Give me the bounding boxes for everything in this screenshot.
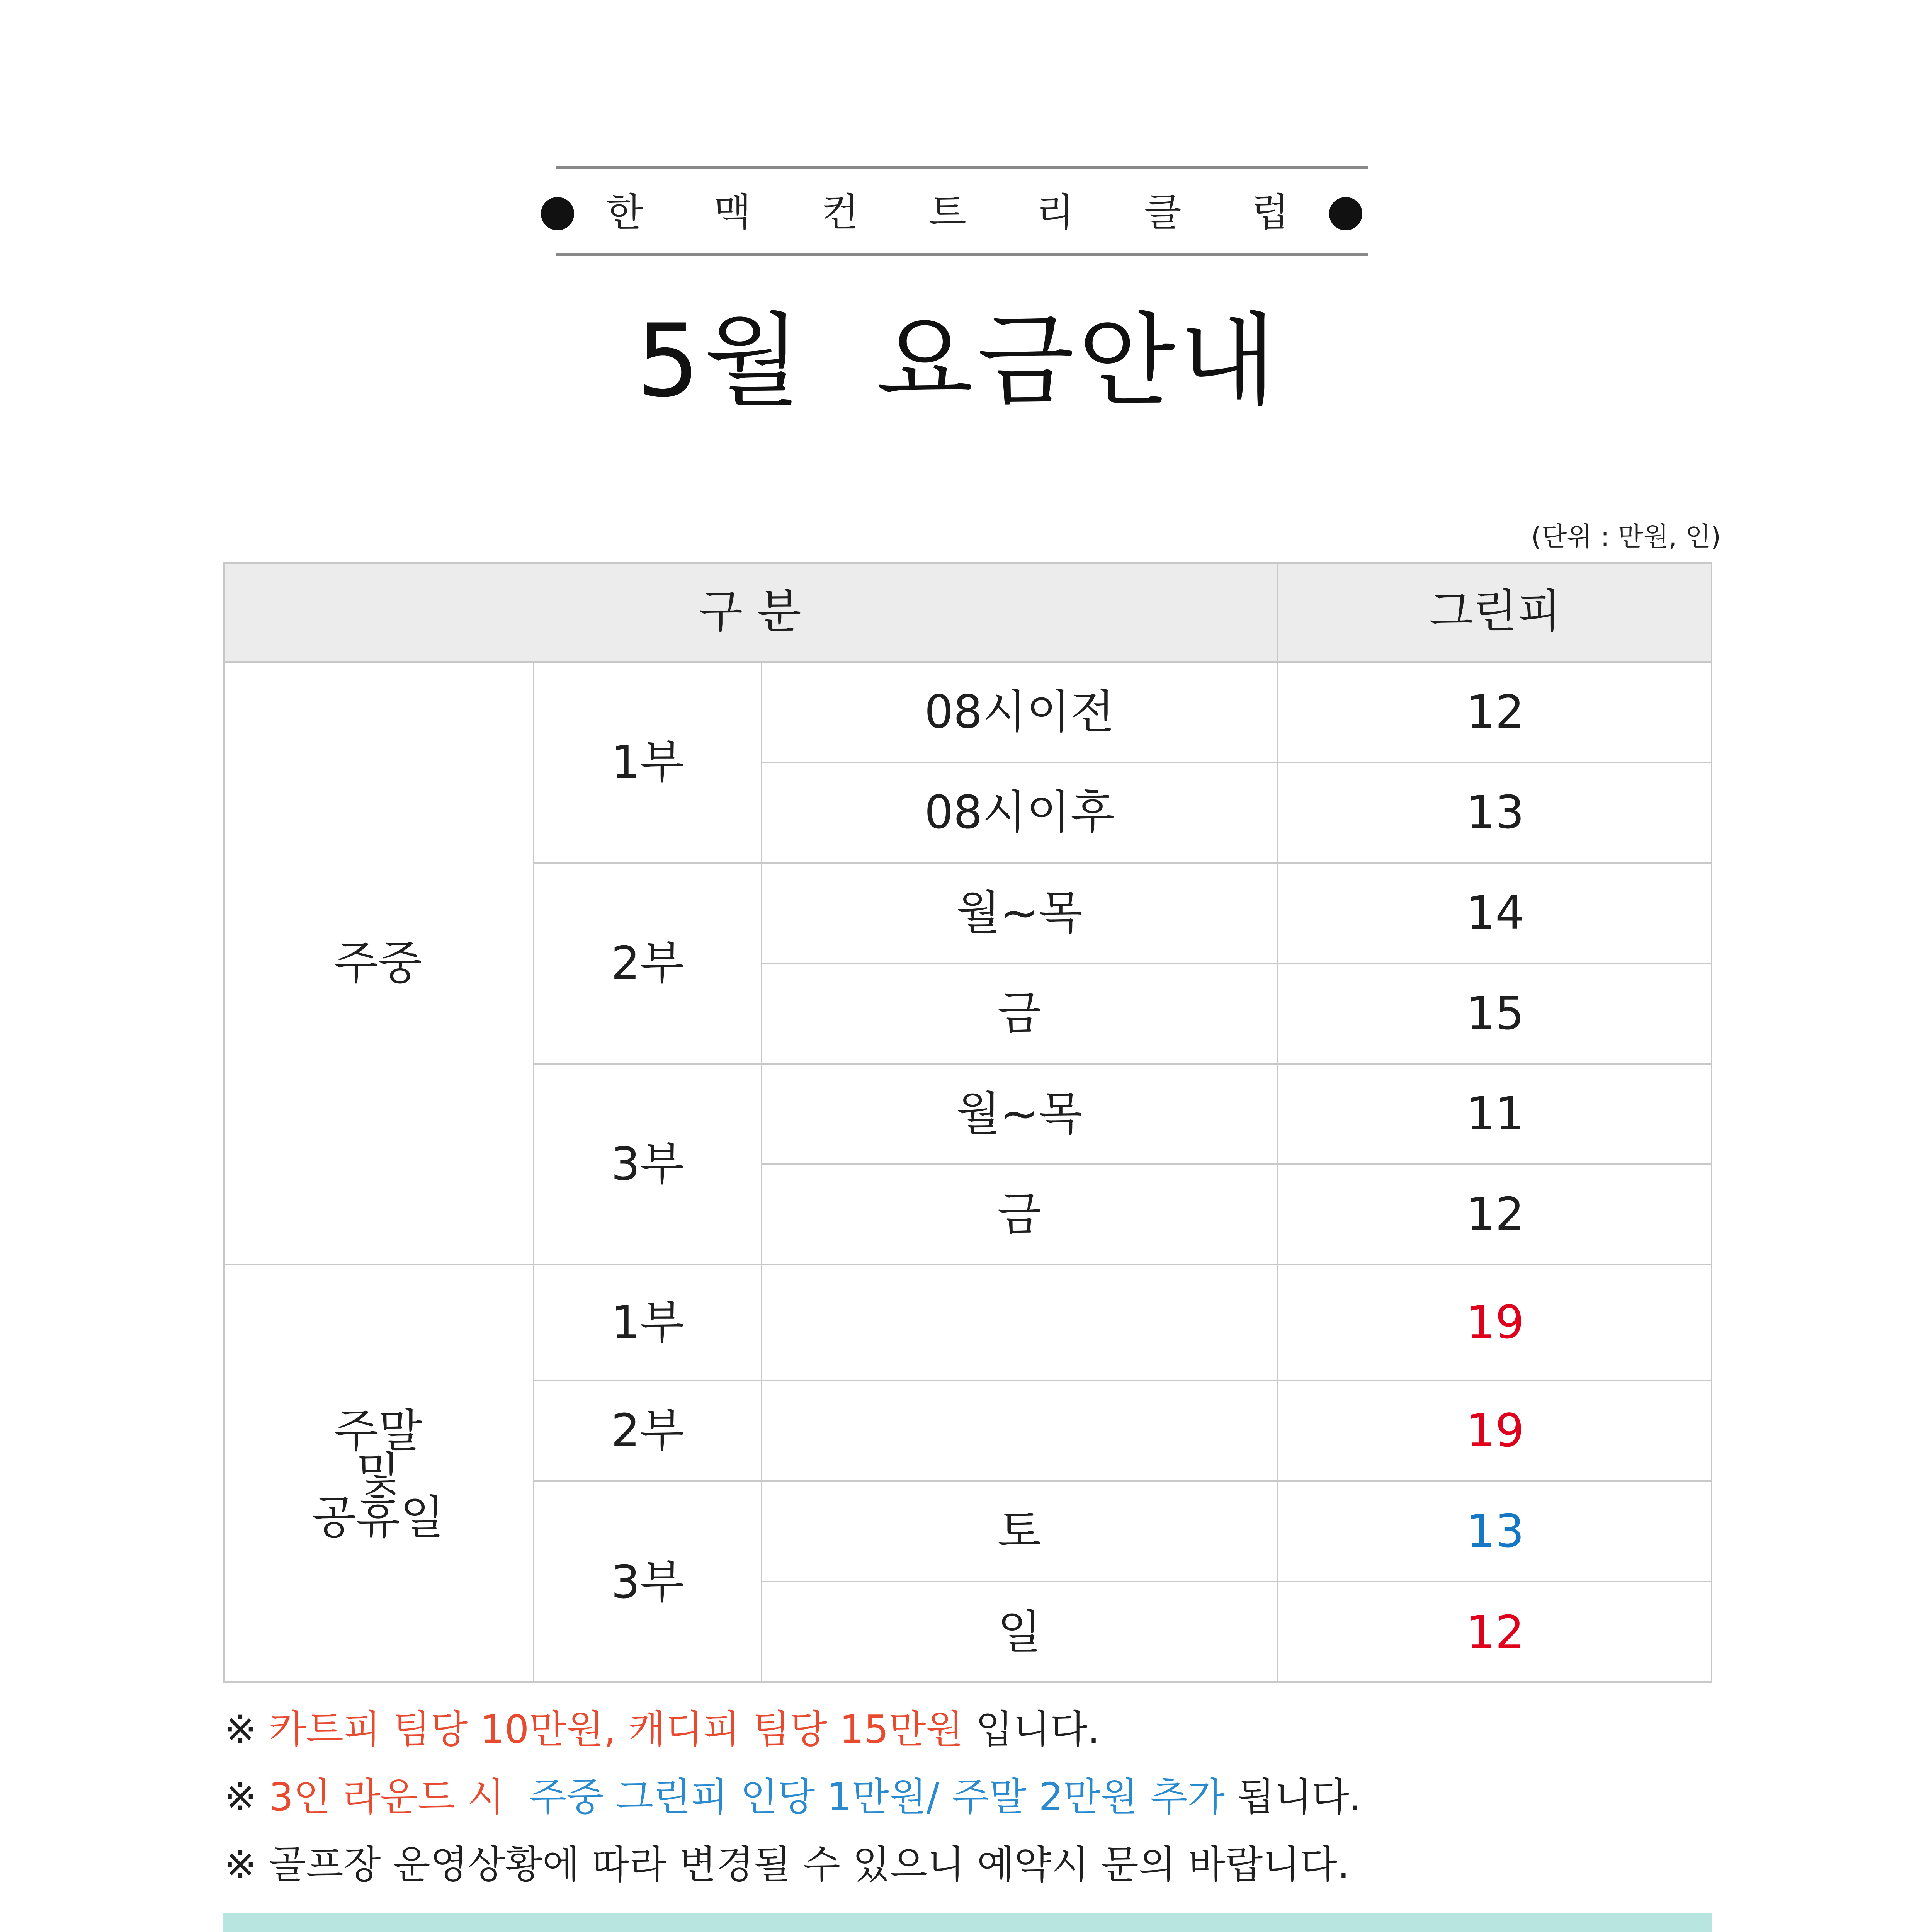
condition-cell: 금 xyxy=(762,964,1278,1065)
condition-cell: 일 xyxy=(762,1582,1278,1683)
fee-cell: 13 xyxy=(1278,763,1712,864)
condition-cell: 08시이후 xyxy=(762,763,1278,864)
session-label: 2부 xyxy=(534,1381,762,1482)
condition-cell xyxy=(762,1265,1278,1381)
fee-cell: 12 xyxy=(1278,1165,1712,1265)
header-top-rule xyxy=(556,166,1368,169)
session-label: 1부 xyxy=(534,663,762,864)
fee-cell: 11 xyxy=(1278,1065,1712,1165)
note-mark: ※ xyxy=(224,1774,257,1820)
session-label: 1부 xyxy=(534,1265,762,1381)
note-operation-text: 골프장 운영상황에 따라 변경될 수 있으니 예약시 문의 바랍니다. xyxy=(269,1842,1350,1887)
note-operation xyxy=(224,1833,1350,1889)
page-title: 5월 요금안내 xyxy=(636,303,1280,420)
same-day-reservation-box xyxy=(223,1913,1712,1932)
fee-table xyxy=(223,562,1712,1683)
table-header-category: 구 분 xyxy=(223,562,1278,663)
note-fees-highlight: 카트피 팀당 10만원, 캐디피 팀당 15만원 xyxy=(269,1707,964,1752)
condition-cell: 월~목 xyxy=(762,864,1278,964)
session-label: 3부 xyxy=(534,1482,762,1683)
group-label-weekday: 주중 xyxy=(223,663,534,1265)
fee-cell: 19 xyxy=(1278,1265,1712,1381)
note-mark: ※ xyxy=(224,1707,257,1752)
condition-cell: 08시이전 xyxy=(762,663,1278,763)
note-three-player-red: 3인 라운드 시 xyxy=(269,1774,517,1820)
fee-cell: 13 xyxy=(1278,1482,1712,1582)
condition-cell: 토 xyxy=(762,1482,1278,1582)
condition-cell: 월~목 xyxy=(762,1065,1278,1165)
note-three-player-blue: 주중 그린피 인당 1만원/ 주말 2만원 추가 xyxy=(529,1774,1225,1820)
session-label: 2부 xyxy=(534,864,762,1065)
fee-cell: 15 xyxy=(1278,964,1712,1065)
fee-cell: 12 xyxy=(1278,663,1712,763)
table-header-greenfee: 그린피 xyxy=(1278,562,1712,663)
club-name: 한 맥 컨 트 리 클 럽 xyxy=(606,190,1318,235)
header-bottom-rule xyxy=(556,253,1368,256)
group-label-weekend-holiday: 주말 및 공휴일 xyxy=(223,1265,534,1683)
unit-note: (단위 : 만원, 인) xyxy=(1531,522,1721,552)
note-fees-tail: 입니다. xyxy=(963,1707,1100,1752)
fee-cell: 12 xyxy=(1466,1605,1525,1659)
note-three-player-tail: 됩니다. xyxy=(1225,1774,1362,1820)
note-mark: ※ xyxy=(224,1842,257,1887)
header-right-bullet xyxy=(1329,197,1362,230)
session-label: 3부 xyxy=(534,1065,762,1265)
fee-cell: 14 xyxy=(1278,864,1712,964)
note-fees xyxy=(224,1698,1100,1754)
note-three-player xyxy=(224,1766,1361,1821)
condition-cell xyxy=(762,1381,1278,1482)
condition-cell: 금 xyxy=(762,1165,1278,1265)
fee-cell: 19 xyxy=(1278,1381,1712,1482)
